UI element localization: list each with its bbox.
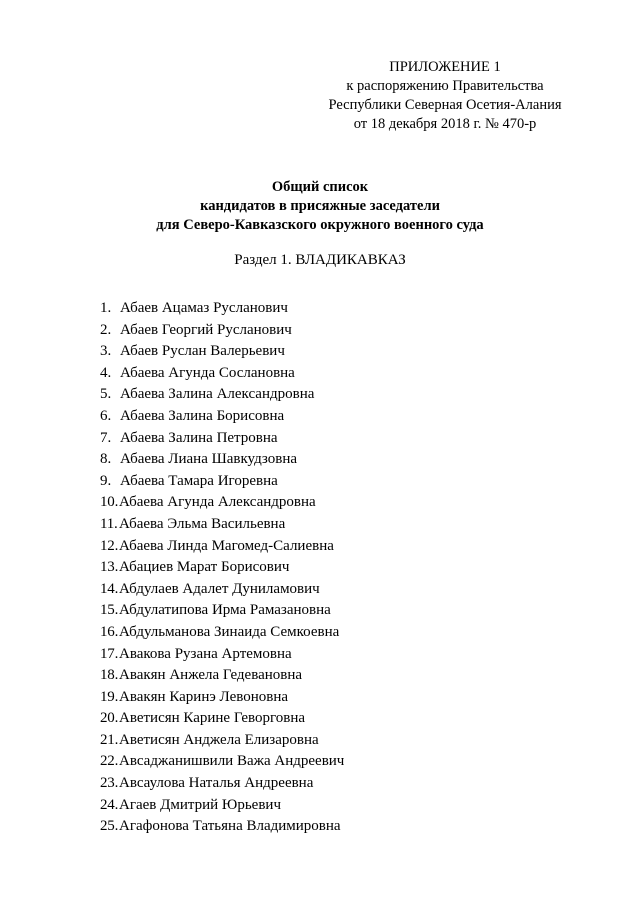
list-item-number: 7.	[100, 429, 112, 446]
list-item-name: Авсаджанишвили Важа Андреевич	[119, 753, 345, 770]
list-item-name: Абаева Линда Магомед-Салиевна	[119, 537, 334, 554]
list-item-number: 24.	[100, 796, 119, 813]
list-item-number: 4.	[100, 364, 112, 381]
list-item	[100, 557, 344, 579]
list-item-name: Абаева Залина Борисовна	[120, 407, 285, 424]
list-item	[100, 751, 344, 773]
list-item-number: 3.	[100, 343, 112, 360]
list-item	[100, 298, 344, 320]
list-item	[100, 341, 344, 363]
list-item	[100, 471, 344, 493]
list-item-number: 14.	[100, 580, 119, 597]
list-item	[100, 644, 344, 666]
list-item-number: 16.	[100, 623, 119, 640]
list-item-number: 9.	[100, 472, 112, 489]
list-item-name: Авакян Каринэ Левоновна	[119, 688, 289, 705]
list-item-number: 19.	[100, 688, 119, 705]
title-line-2: кандидатов в присяжные заседатели	[200, 198, 440, 214]
list-item-name: Абдульманова Зинаида Семкоевна	[119, 623, 340, 640]
list-item-number: 15.	[100, 602, 119, 619]
list-item-number: 21.	[100, 731, 119, 748]
document-title	[0, 178, 640, 235]
list-item-number: 10.	[100, 494, 119, 511]
list-item-name: Аветисян Анджела Елизаровна	[119, 731, 319, 748]
list-item-name: Авакян Анжела Гедевановна	[119, 667, 303, 684]
list-item-number: 8.	[100, 451, 112, 468]
list-item-name: Аветисян Карине Геворговна	[119, 710, 306, 727]
list-item-number: 1.	[100, 300, 112, 316]
list-item-name: Абаева Залина Александровна	[120, 386, 315, 403]
list-item	[100, 622, 344, 644]
list-item-name: Агафонова Татьяна Владимировна	[119, 818, 341, 835]
appendix-date-number-line: от 18 декабря 2018 г. № 470-р	[353, 116, 537, 132]
list-item-number: 22.	[100, 753, 119, 770]
list-item	[100, 665, 344, 687]
list-item	[100, 773, 344, 795]
list-item	[100, 406, 344, 428]
appendix-title: ПРИЛОЖЕНИЕ 1	[389, 59, 501, 75]
list-item-number: 20.	[100, 710, 119, 727]
section-heading: Раздел 1. ВЛАДИКАВКАЗ	[234, 252, 406, 268]
list-item-number: 5.	[100, 386, 112, 403]
list-item	[100, 320, 344, 342]
list-item-name: Абаев Руслан Валерьевич	[120, 343, 285, 360]
appendix-reference-line: к распоряжению Правительства	[346, 78, 544, 94]
list-item-number: 13.	[100, 559, 119, 576]
list-item	[100, 816, 344, 838]
list-item	[100, 600, 344, 622]
list-item	[100, 730, 344, 752]
list-item	[100, 536, 344, 558]
list-item	[100, 428, 344, 450]
list-item-name: Агаев Дмитрий Юрьевич	[119, 796, 281, 813]
list-item-name: Авакова Рузана Артемовна	[119, 645, 292, 662]
list-item-name: Абдулаев Адалет Дуниламович	[119, 580, 320, 597]
list-item-name: Абаев Георгий Русланович	[120, 321, 292, 338]
list-item-number: 23.	[100, 775, 119, 792]
candidate-list	[100, 298, 344, 838]
list-item	[100, 708, 344, 730]
list-item	[100, 514, 344, 536]
list-item	[100, 384, 344, 406]
list-item-name: Абациев Марат Борисович	[119, 559, 290, 576]
list-item-number: 17.	[100, 645, 119, 662]
list-item	[100, 579, 344, 601]
list-item	[100, 363, 344, 385]
list-item	[100, 687, 344, 709]
list-item-name: Абаева Тамара Игоревна	[120, 472, 278, 489]
appendix-header	[300, 58, 590, 134]
list-item-number: 18.	[100, 667, 119, 684]
list-item-number: 6.	[100, 407, 112, 424]
list-item-number: 25.	[100, 818, 119, 835]
list-item-name: Абаева Агунда Александровна	[119, 494, 316, 511]
list-item	[100, 795, 344, 817]
title-line-1: Общий список	[271, 179, 369, 195]
list-item-number: 12.	[100, 537, 119, 554]
list-item-name: Авсаулова Наталья Андреевна	[119, 775, 314, 792]
appendix-government-line: Республики Северная Осетия-Алания	[328, 97, 562, 113]
list-item-number: 11.	[100, 515, 118, 532]
title-line-3: для Северо-Кавказского окружного военного суда	[156, 217, 484, 233]
list-item	[100, 449, 344, 471]
list-item-name: Абаева Эльма Васильевна	[119, 515, 286, 532]
list-item	[100, 492, 344, 514]
list-item-name: Абаева Агунда Сослановна	[120, 364, 295, 381]
list-item-number: 2.	[100, 321, 112, 338]
list-item-name: Абдулатипова Ирма Рамазановна	[119, 602, 331, 619]
list-item-name: Абаева Залина Петровна	[120, 429, 278, 446]
list-item-name: Абаева Лиана Шавкудзовна	[120, 451, 298, 468]
list-item-name: Абаев Ацамаз Русланович	[120, 300, 288, 316]
